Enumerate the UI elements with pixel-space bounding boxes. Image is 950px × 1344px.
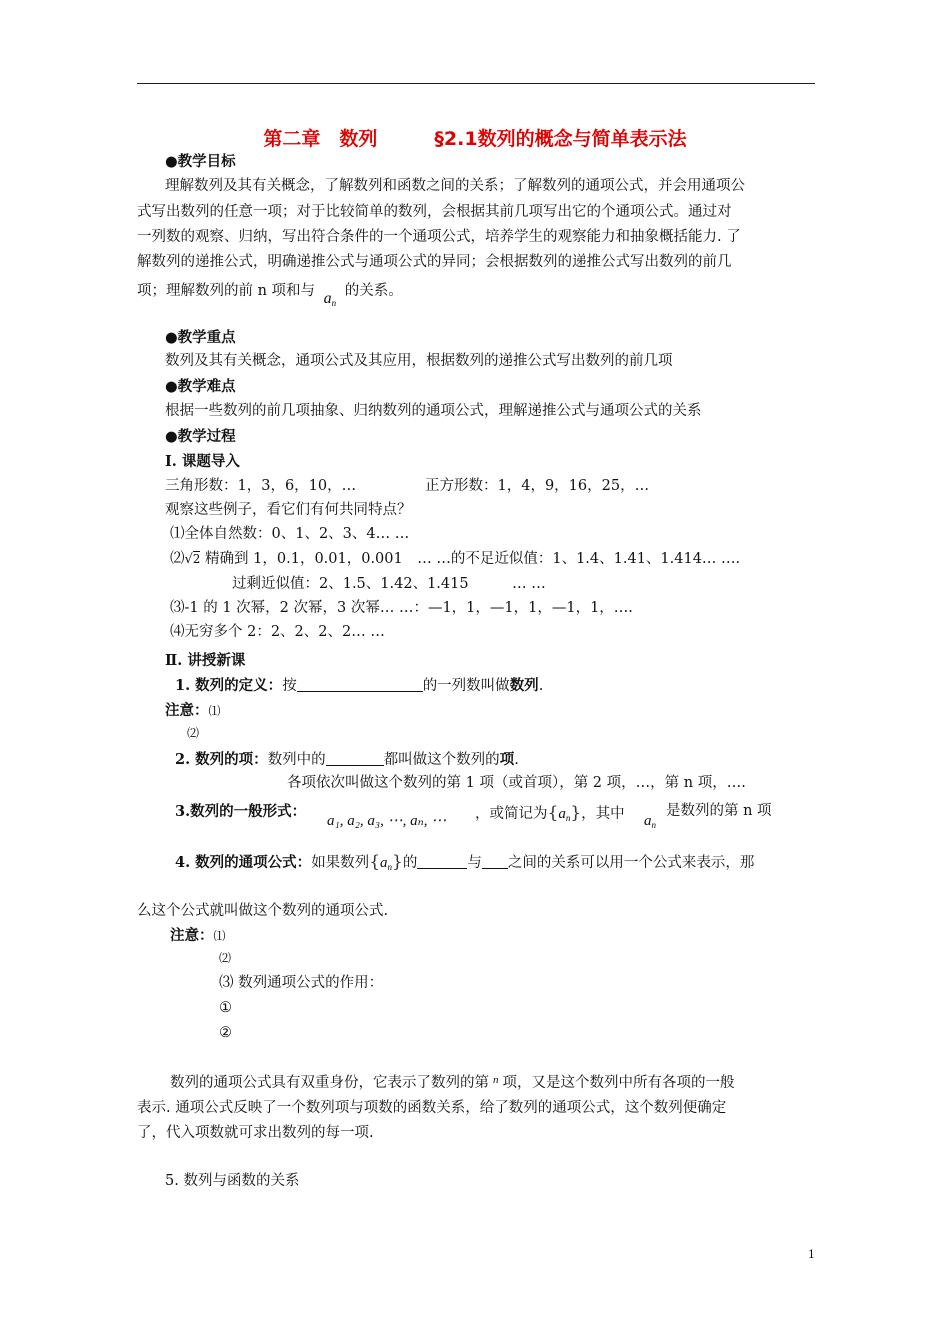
- general-form-abbrev: ，或简记为$\{a_n\}$，其中: [475, 803, 625, 823]
- example-2: ⑵√2 精确到 1，0.1，0.01，0.001 … …的不足近似值：1、1.4、1.41、1.414… ….: [170, 551, 741, 567]
- formula-line: 4. 数列的通项公式：如果数列$\{a_n\}$的 与 之间的关系可以用一个公式来表示，那: [175, 852, 755, 872]
- goals-last-suffix: 的关系。: [344, 283, 403, 299]
- note2-circle-2: ②: [219, 1025, 232, 1041]
- general-form-label: 3.数列的一般形式：: [175, 803, 307, 820]
- difficulty-heading: ●教学难点: [165, 378, 236, 395]
- math-a-n: $a_n$: [323, 290, 337, 308]
- note2-2: ⑵: [219, 951, 232, 965]
- dual-line-3: 了，代入项数就可求出数列的每一项.: [137, 1125, 374, 1141]
- sqrt-symbol: √2: [184, 552, 201, 567]
- example-3: ⑶-1 的 1 次幂，2 次幂，3 次幂… …：—1，1，—1，1，—1，1，….: [170, 600, 633, 616]
- general-form-sequence: a₁, a₂, a₃, ⋯, aₙ, ⋯: [327, 813, 447, 829]
- math-a-n-3: $a_n$: [644, 813, 656, 830]
- term-blank: [326, 753, 384, 766]
- formula-line-2: 么这个公式就叫做这个数列的通项公式.: [137, 903, 389, 919]
- header-rule: [137, 83, 815, 84]
- formula-blank-1: [417, 856, 467, 869]
- key-text: 数列及其有关概念，通项公式及其应用，根据数列的递推公式写出数列的前几项: [165, 353, 673, 369]
- definition-line: 1. 数列的定义：按 的一列数叫做数列.: [175, 677, 544, 694]
- dual-line-1: 数列的通项公式具有双重身份，它表示了数列的第 $^n$ 项，又是这个数列中所有各项的一般: [170, 1074, 735, 1091]
- page-number: 1: [808, 1248, 815, 1261]
- note2-1: 注意：⑴: [170, 927, 226, 944]
- goals-line-2: 式写出数列的任意一项；对于比较简单的数列，会根据其前几项写出它的个通项公式。通过对: [137, 204, 732, 220]
- dual-line-2: 表示. 通项公式反映了一个数列项与项数的函数关系，给了数列的通项公式，这个数列便确定: [137, 1100, 727, 1116]
- section-5-heading: 5. 数列与函数的关系: [165, 1173, 300, 1189]
- goals-line-3: 一列数的观察、归纳，写出符合条件的一个通项公式，培养学生的观察能力和抽象概括能力. 了: [137, 229, 741, 245]
- observe-question: 观察这些例子，看它们有何共同特点？: [165, 502, 412, 518]
- general-form-end: 是数列的第 n 项: [666, 803, 772, 819]
- term-line-2: 各项依次叫做这个数列的第 1 项（或首项），第 2 项，…，第 n 项，….: [287, 775, 746, 791]
- term-line: 2. 数列的项：数列中的 都叫做这个数列的项.: [175, 751, 519, 768]
- example-4: ⑷无穷多个 2：2、2、2、2… …: [170, 624, 385, 640]
- process-heading: ●教学过程: [165, 428, 236, 445]
- math-a-n-2: $a_n$: [558, 806, 571, 823]
- goals-line-5: [137, 281, 403, 308]
- goals-last-prefix: 项；理解数列的前 n 项和与: [137, 283, 316, 299]
- page-title: 第二章 数列 §2.1数列的概念与简单表示法: [263, 128, 687, 150]
- goals-line-4: 解数列的递推公式，明确递推公式与通项公式的异同；会根据数列的递推公式写出数列的前几: [137, 254, 732, 270]
- note-1: 注意：⑴: [165, 702, 221, 719]
- definition-blank: [297, 679, 423, 692]
- example-2-over: 过剩近似值：2、1.5、1.42、1.415 … …: [232, 576, 546, 592]
- part2-heading: Ⅱ. 讲授新课: [165, 652, 246, 669]
- triangular-numbers: 三角形数：1，3，6，10，…: [165, 478, 357, 494]
- part1-heading: Ⅰ. 课题导入: [165, 453, 240, 470]
- key-heading: ●教学重点: [165, 329, 236, 346]
- square-numbers: 正方形数：1，4，9，16，25，…: [425, 478, 650, 494]
- note-2: ⑵: [187, 726, 200, 740]
- math-n: n: [493, 1074, 499, 1086]
- note2-circle-1: ①: [219, 1000, 232, 1016]
- formula-blank-2: [482, 856, 508, 869]
- goals-heading: ●教学目标: [165, 153, 236, 170]
- difficulty-text: 根据一些数列的前几项抽象、归纳数列的通项公式，理解递推公式与通项公式的关系: [165, 403, 702, 419]
- goals-line-1: 理解数列及其有关概念，了解数列和函数之间的关系；了解数列的通项公式，并会用通项公: [165, 178, 745, 194]
- example-1: ⑴全体自然数：0、1、2、3、4… …: [170, 526, 410, 542]
- note2-3: ⑶ 数列通项公式的作用：: [219, 975, 384, 991]
